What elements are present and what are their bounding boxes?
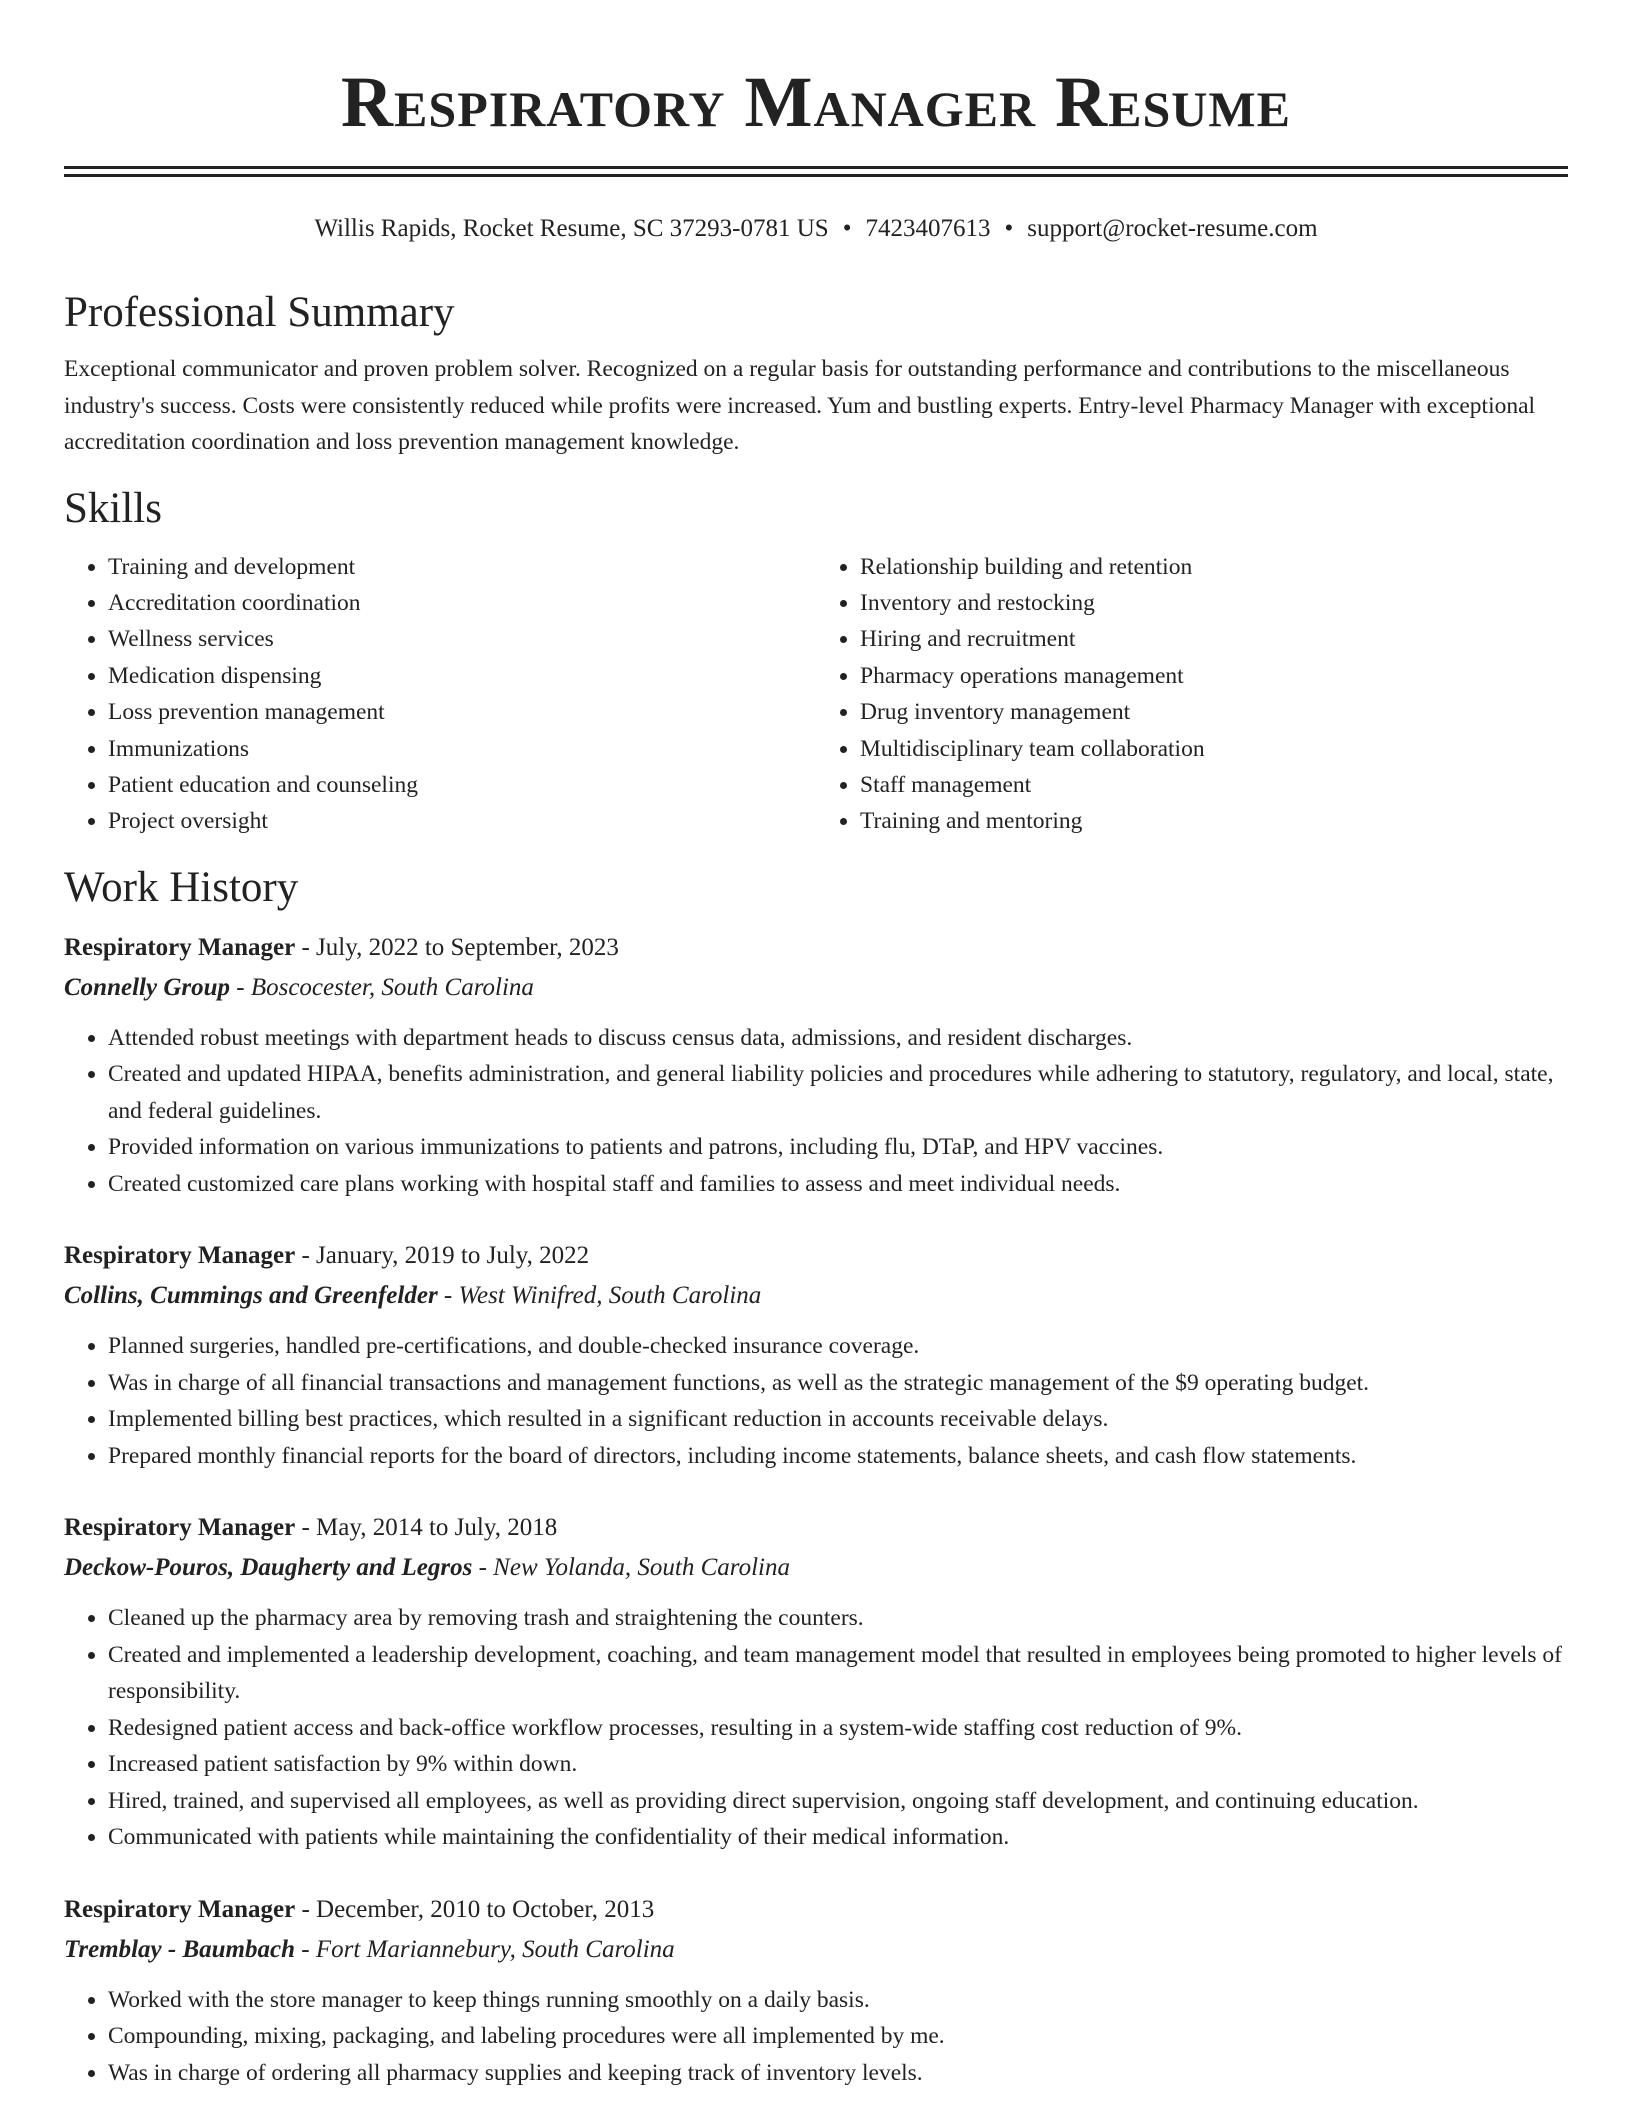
job-bullet: • Implemented billing best practices, which resulted in a significant reduction in accounts receivable delays.: [108, 1401, 1568, 1438]
skills-heading: Skills: [64, 484, 162, 532]
job-location: - Fort Mariannebury, South Carolina: [295, 1935, 675, 1963]
job-entry: [64, 1890, 1568, 2092]
job-title: Respiratory Manager: [64, 1242, 296, 1270]
job-entry: [64, 1508, 1568, 1856]
job-bullet: • Attended robust meetings with department heads to discuss census data, admissions, and resident discharges.: [108, 1020, 1568, 1057]
job-company: Tremblay - Baumbach: [64, 1935, 296, 1963]
job-entry: [64, 1236, 1568, 1474]
skill-item: • Multidisciplinary team collaboration: [860, 731, 1568, 767]
skill-item: • Staff management: [860, 767, 1568, 803]
job-bullet: • Was in charge of ordering all pharmacy supplies and keeping track of inventory levels.: [108, 2055, 1568, 2092]
job-dates: - December, 2010 to October, 2013: [295, 1895, 655, 1923]
contact-line: [64, 213, 1568, 245]
job-location: - New Yolanda, South Carolina: [472, 1554, 790, 1582]
job-company-line: [64, 1276, 1568, 1316]
job-entry: [64, 928, 1568, 1203]
skill-item: • Immunizations: [108, 731, 816, 767]
skill-item: • Pharmacy operations management: [860, 658, 1568, 694]
skill-item: • Loss prevention management: [108, 694, 816, 730]
summary-text: Exceptional communicator and proven problem solver. Recognized on a regular basis for outstanding performance and contributions to the miscellaneous industry's success. Costs were consistently reduced while profits were increased. Yum and bustling experts. Entry-level Pharmacy Manager with exceptional accreditation coordination and loss prevention management knowledge.: [64, 356, 1536, 455]
job-bullet: • Increased patient satisfaction by 9% within down.: [108, 1746, 1568, 1783]
job-bullets: [64, 1020, 1568, 1203]
job-bullets: [64, 1982, 1568, 2092]
job-bullet: • Redesigned patient access and back-office workflow processes, resulting in a system-wide staffing cost reduction of 9%.: [108, 1710, 1568, 1747]
skill-item: • Training and development: [108, 549, 816, 585]
job-bullet: • Communicated with patients while maintaining the confidentiality of their medical information.: [108, 1819, 1568, 1856]
contact-separator: •: [1004, 215, 1014, 242]
job-bullets: [64, 1328, 1568, 1474]
job-bullet: • Hired, trained, and supervised all employees, as well as providing direct supervision, ongoing staff development, and continuing education.: [108, 1783, 1568, 1820]
skills-column-right: [816, 549, 1568, 840]
job-title: Respiratory Manager: [64, 1514, 296, 1542]
contact-separator: •: [842, 215, 852, 242]
job-bullet: • Created and implemented a leadership development, coaching, and team management model that resulted in employees being promoted to higher levels of responsibility.: [108, 1637, 1568, 1710]
skill-item: • Hiring and recruitment: [860, 621, 1568, 657]
job-title: Respiratory Manager: [64, 933, 296, 961]
job-location: - Boscocester, South Carolina: [230, 973, 534, 1001]
job-bullet: • Was in charge of all financial transactions and management functions, as well as the strategic management of the $9 operating budget.: [108, 1365, 1568, 1402]
skill-item: • Relationship building and retention: [860, 549, 1568, 585]
skill-item: • Training and mentoring: [860, 803, 1568, 839]
job-dates: - January, 2019 to July, 2022: [295, 1242, 590, 1270]
job-company: Connelly Group: [64, 973, 231, 1001]
job-location: - West Winifred, South Carolina: [437, 1282, 762, 1310]
job-bullet: • Compounding, mixing, packaging, and labeling procedures were all implemented by me.: [108, 2018, 1568, 2055]
job-title: Respiratory Manager: [64, 1895, 296, 1923]
job-bullets: [64, 1600, 1568, 1856]
job-title-line: [64, 928, 1568, 968]
job-bullet: • Created customized care plans working with hospital staff and families to assess and meet individual needs.: [108, 1166, 1568, 1203]
job-company-line: [64, 1548, 1568, 1588]
work-history-list: [64, 928, 1568, 2092]
job-bullet: • Worked with the store manager to keep things running smoothly on a daily basis.: [108, 1982, 1568, 2019]
skills-list: [64, 549, 1568, 840]
job-company-line: [64, 1930, 1568, 1970]
job-bullet: • Cleaned up the pharmacy area by removing trash and straightening the counters.: [108, 1600, 1568, 1637]
job-title-line: [64, 1236, 1568, 1276]
skill-item: • Medication dispensing: [108, 658, 816, 694]
skill-item: • Wellness services: [108, 621, 816, 657]
skill-item: • Patient education and counseling: [108, 767, 816, 803]
contact-email: support@rocket-resume.com: [1027, 215, 1318, 242]
job-bullet: • Planned surgeries, handled pre-certifications, and double-checked insurance coverage.: [108, 1328, 1568, 1365]
job-company: Collins, Cummings and Greenfelder: [64, 1282, 438, 1310]
skill-item: • Inventory and restocking: [860, 585, 1568, 621]
skill-item: • Accreditation coordination: [108, 585, 816, 621]
work-history-heading: Work History: [64, 863, 299, 911]
job-company-line: [64, 968, 1568, 1008]
job-bullet: • Provided information on various immunizations to patients and patrons, including flu, DTaP, and HPV vaccines.: [108, 1129, 1568, 1166]
contact-address: Willis Rapids, Rocket Resume, SC 37293-0781 US: [314, 215, 829, 242]
job-bullet: • Prepared monthly financial reports for the board of directors, including income statements, balance sheets, and cash flow statements.: [108, 1438, 1568, 1475]
skills-column-left: [64, 549, 816, 840]
job-company: Deckow-Pouros, Daugherty and Legros: [64, 1554, 473, 1582]
skill-item: • Drug inventory management: [860, 694, 1568, 730]
summary-heading: Professional Summary: [64, 289, 455, 336]
job-dates: - May, 2014 to July, 2018: [295, 1514, 558, 1542]
title-divider: [64, 166, 1568, 177]
job-title-line: [64, 1508, 1568, 1548]
job-bullet: • Created and updated HIPAA, benefits administration, and general liability policies and procedures while adhering to statutory, regulatory, and local, state, and federal guidelines.: [108, 1056, 1568, 1129]
resume-title: Respiratory Manager Resume: [341, 62, 1291, 142]
job-dates: - July, 2022 to September, 2023: [295, 933, 619, 961]
job-title-line: [64, 1890, 1568, 1930]
contact-phone: 7423407613: [865, 215, 991, 242]
skill-item: • Project oversight: [108, 803, 816, 839]
